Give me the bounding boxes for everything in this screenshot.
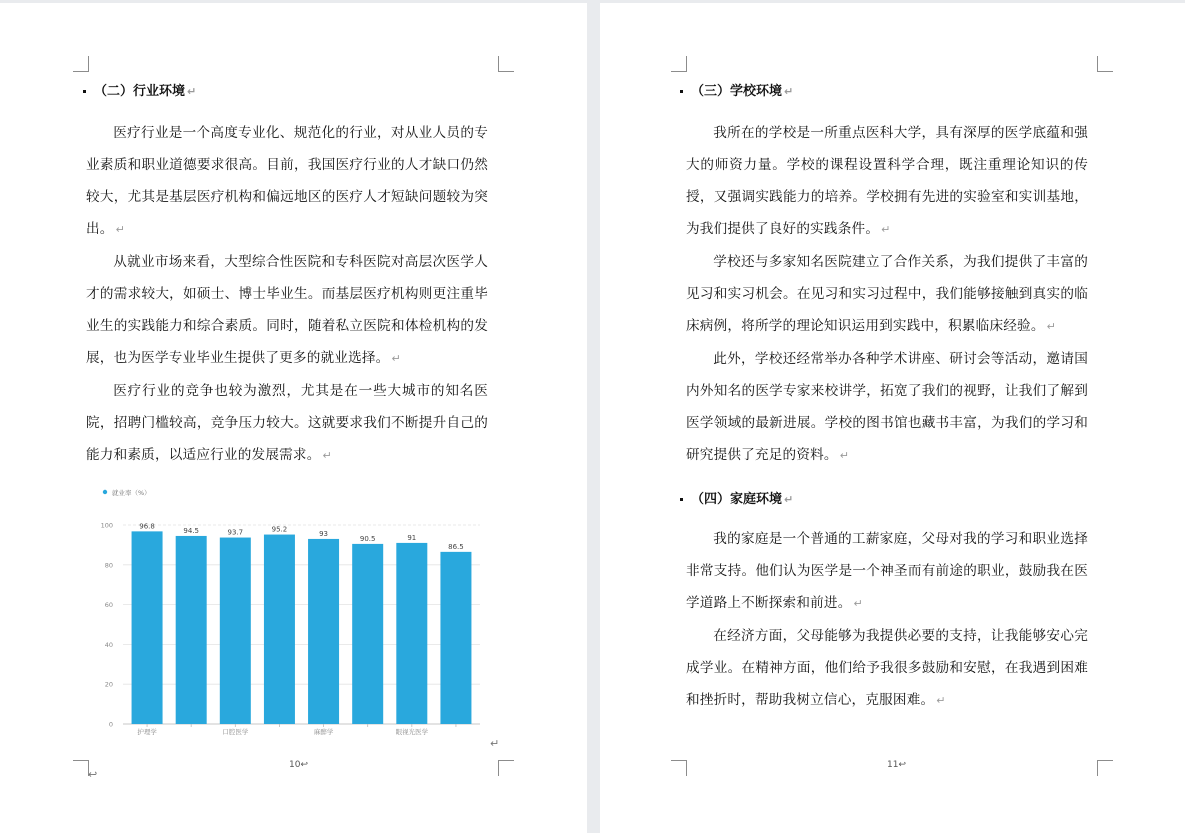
margin-corner-bottom-right	[1097, 760, 1113, 776]
margin-corner-bottom-left	[671, 760, 687, 776]
paragraph-mark-icon: ↵	[322, 449, 332, 462]
legend-label: 就业率（%）	[112, 489, 151, 497]
paragraph-mark-icon: ↵	[1046, 320, 1057, 333]
bar-value-label: 93	[319, 529, 329, 538]
paragraph: 我所在的学校是一所重点医科大学，具有深厚的医学底蕴和强大的师资力量。学校的课程设置科学合理，既注重理论知识的传授，又强调实践能力的培养。学校拥有先进的实验室和实训基地，为我们提供了良好的实践条件。 ↵	[686, 125, 1088, 237]
paragraph-mark-icon: ↵	[936, 694, 946, 707]
paragraph-mark-icon: ↵	[490, 737, 500, 750]
margin-corner-top-right	[1097, 56, 1113, 72]
y-tick-label: 100	[100, 521, 113, 530]
page-number: 11↩	[887, 760, 906, 770]
paragraph-mark-icon: ↵	[115, 223, 126, 236]
bar	[440, 552, 471, 724]
page-number: 10↩	[289, 760, 308, 770]
section-heading-industry: （二）行业环境 ↵	[83, 80, 196, 99]
document-page-left	[0, 3, 587, 833]
paragraph-mark-icon: ↵	[853, 597, 863, 610]
margin-corner-bottom-right	[498, 760, 514, 776]
bar	[264, 535, 295, 724]
paragraph-mark-icon: ↵	[784, 85, 794, 98]
bar	[132, 531, 163, 724]
bullet-icon	[83, 90, 86, 93]
bar	[220, 538, 251, 724]
margin-corner-top-left	[671, 56, 687, 72]
bar	[308, 539, 339, 724]
paragraph: 医疗行业的竞争也较为激烈，尤其是在一些大城市的知名医院，招聘门槛较高，竞争压力较大。这就要求我们不断提升自己的能力和素质，以适应行业的发展需求。 ↵	[86, 383, 488, 463]
bar	[352, 544, 383, 724]
legend-marker	[103, 490, 107, 494]
x-tick-label: 护理学	[137, 728, 157, 736]
paragraph: 学校还与多家知名医院建立了合作关系，为我们提供了丰富的见习和实习机会。在见习和实习过程中，我们能够接触到真实的临床病例，将所学的理论知识运用到实践中，积累临床经验。 ↵	[686, 254, 1088, 334]
bar-value-label: 86.5	[448, 542, 464, 551]
x-tick-label: 麻醉学	[313, 728, 334, 736]
bar-value-label: 95.2	[271, 525, 288, 534]
y-tick-label: 80	[104, 561, 113, 570]
paragraph: 在经济方面，父母能够为我提供必要的支持，让我能够安心完成学业。在精神方面，他们给予我很多鼓励和安慰，在我遇到困难和挫折时，帮助我树立信心，克服困难。 ↵	[686, 628, 1088, 708]
paragraph-mark-icon: ↵	[187, 85, 197, 98]
bar	[396, 543, 427, 724]
bar-value-label: 94.5	[183, 526, 199, 535]
x-tick-label: 眼视光医学	[395, 728, 429, 736]
paragraph: 医疗行业是一个高度专业化、规范化的行业，对从业人员的专业素质和职业道德要求很高。目前，我国医疗行业的人才缺口仍然较大，尤其是基层医疗机构和偏远地区的医疗人才短缺问题较为突出。 ↵	[86, 125, 488, 237]
bullet-icon	[680, 498, 683, 501]
x-tick-label: 口腔医学	[222, 728, 249, 736]
y-tick-label: 40	[104, 640, 113, 649]
y-tick-label: 60	[104, 601, 113, 610]
y-tick-label: 20	[104, 680, 113, 689]
margin-corner-top-left	[73, 56, 89, 72]
paragraph-mark-icon: ↵	[784, 493, 794, 506]
bullet-icon	[680, 90, 683, 93]
bar-value-label: 90.5	[359, 534, 376, 543]
employment-rate-chart	[95, 483, 485, 738]
paragraph: 我的家庭是一个普通的工薪家庭，父母对我的学习和职业选择非常支持。他们认为医学是一个神圣而有前途的职业，鼓励我在医学道路上不断探索和前进。 ↵	[686, 531, 1088, 611]
bar-value-label: 91	[407, 533, 417, 542]
paragraph-mark-icon: ↵	[391, 352, 401, 365]
y-tick-label: 0	[108, 720, 113, 729]
paragraph-mark-icon: ↵	[881, 223, 891, 236]
paragraph: 从就业市场来看，大型综合性医院和专科医院对高层次医学人才的需求较大，如硕士、博士毕业生。而基层医疗机构则更注重毕业生的实践能力和综合素质。同时，随着私立医院和体检机构的发展，也为医学专业毕业生提供了更多的就业选择。 ↵	[86, 254, 488, 366]
bar-value-label: 96.8	[139, 522, 155, 531]
margin-corner-top-right	[498, 56, 514, 72]
section-heading-school: （三）学校环境 ↵	[680, 80, 793, 99]
section-heading-family: （四）家庭环境 ↵	[680, 488, 793, 507]
margin-corner-bottom-left	[73, 760, 89, 776]
paragraph: 此外，学校还经常举办各种学术讲座、研讨会等活动，邀请国内外知名的医学专家来校讲学，拓宽了我们的视野，让我们了解到医学领域的最新进展。学校的图书馆也藏书丰富，为我们的学习和研究提供了充足的资料。 ↵	[686, 351, 1088, 463]
paragraph-mark-icon: ↵	[839, 449, 850, 462]
document-page-right	[600, 3, 1185, 833]
page-end-mark-icon: ↩	[88, 768, 98, 781]
bar	[176, 536, 207, 724]
bar-value-label: 93.7	[227, 528, 244, 537]
